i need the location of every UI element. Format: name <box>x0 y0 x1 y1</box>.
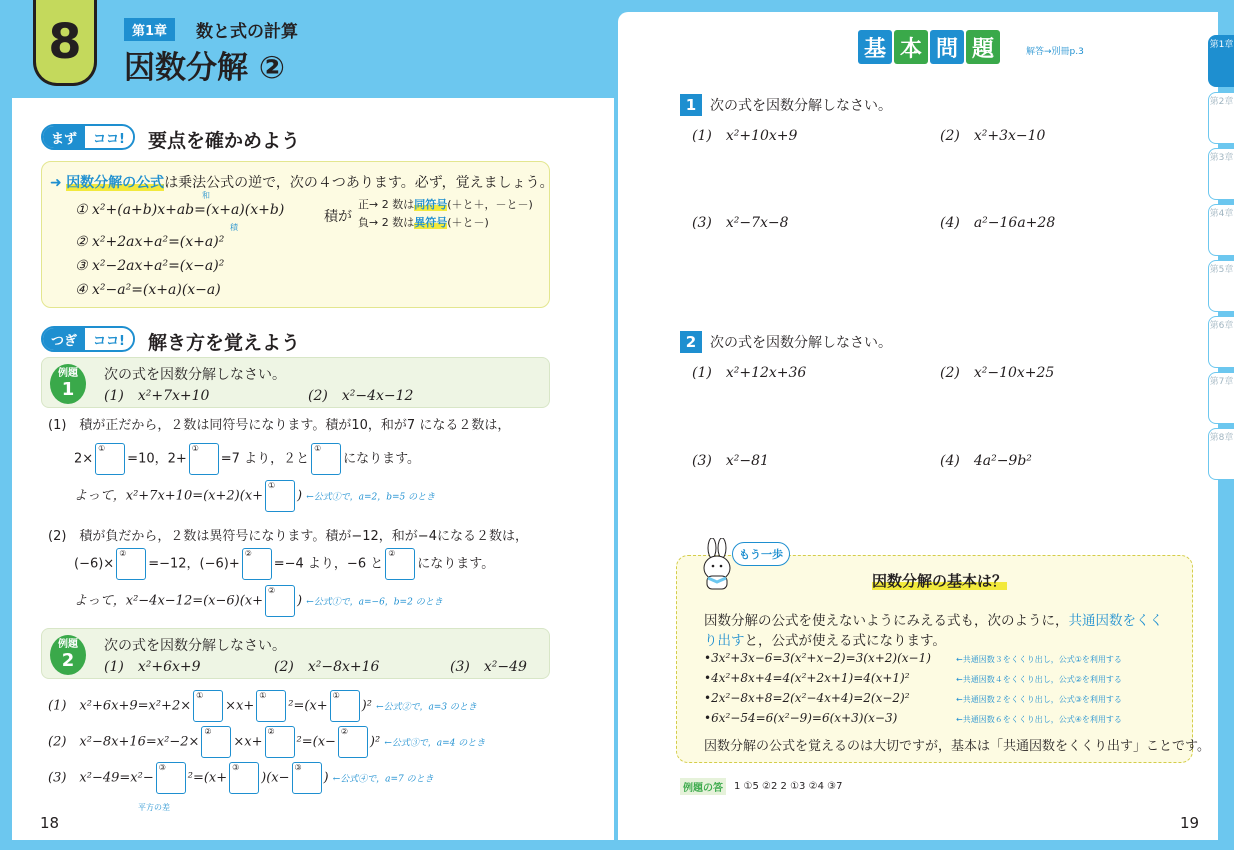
moo-ippo-p2: り出すと，公式が使える式になります。 <box>704 633 946 649</box>
q2-part3: (3) x²−81 <box>692 453 769 469</box>
moo-ippo-bubble: もう一歩 <box>732 542 790 566</box>
solution-2-line2: (−6)× ② =−12，(−6)+ ② =−4 より，−6 と ② になります。 <box>74 548 494 580</box>
answer-reference: 解答→別冊p.3 <box>1026 47 1084 57</box>
answer-box: ③ <box>229 762 259 794</box>
note-formula-1: ←公式①で，a=2，b=5 のとき <box>306 492 436 503</box>
q1-part2: (2) x²+3x−10 <box>940 128 1046 144</box>
answer-box: ② <box>385 548 415 580</box>
q1-part4: (4) a²−16a+28 <box>940 215 1056 231</box>
solution-3: (1) x²+6x+9=x²+2× ① ×x+ ① ²=(x+ ① )² ←公式②で，a=3 のとき <box>48 690 477 722</box>
answer-box: ② <box>265 726 295 758</box>
heading-how-to-solve: 解き方を覚えよう <box>148 332 301 354</box>
q1-part1: (1) x²+10x+9 <box>692 128 798 144</box>
tab-chapter-6[interactable]: 第6章 <box>1208 316 1234 368</box>
seki-ga: 積が <box>324 209 352 225</box>
tab-chapter-5[interactable]: 第5章 <box>1208 260 1234 312</box>
q2-part2: (2) x²−10x+25 <box>940 365 1055 381</box>
answer-box: ② <box>201 726 231 758</box>
sign-rule-negative: 負→ 2 数は異符号(＋と－) <box>358 216 489 229</box>
note-formula-2: ←公式②で，a=3 のとき <box>376 702 477 713</box>
chapter-title: 数と式の計算 <box>196 22 298 42</box>
answer-box: ③ <box>292 762 322 794</box>
example-note-4: ←共通因数６をくくり出し，公式④を利用する <box>956 715 1122 724</box>
arrow-icon: ➜ <box>50 175 62 191</box>
solution-1-line2: 2× ① =10，2+ ① =7 より，２と ① になります。 <box>74 443 420 475</box>
heading-key-points: 要点を確かめよう <box>148 130 301 152</box>
tab-chapter-7[interactable]: 第7章 <box>1208 372 1234 424</box>
page-number-left: 18 <box>40 814 60 832</box>
label-difference-of-squares: 平方の差 <box>138 803 170 812</box>
example-line-2: •4x²+8x+4=4(x²+2x+1)=4(x+1)² <box>704 671 910 685</box>
answer-box: ① <box>311 443 341 475</box>
chapter-tag: 第1章 <box>124 18 175 41</box>
formula-4: ④ x²−a²=(x+a)(x−a) <box>75 282 221 298</box>
example-note-2: ←共通因数４をくくり出し，公式②を利用する <box>956 675 1122 684</box>
solution-1-line1: (1) 積が正だから，２数は同符号になります。積が10，和が7 になる２数は， <box>48 418 511 433</box>
answer-box: ① <box>265 480 295 512</box>
moo-ippo-title: 因数分解の基本は？ <box>872 572 1008 590</box>
chapter-number-badge: 8 <box>33 0 97 86</box>
label-wa: 和 <box>202 191 210 200</box>
solution-4: (2) x²−8x+16=x²−2× ② ×x+ ② ²=(x− ② )² ←公式③で，a=4 のとき <box>48 726 485 758</box>
example-2-box <box>41 628 550 679</box>
note-formula-3: ←公式③で，a=4 のとき <box>384 738 486 749</box>
example-note-1: ←共通因数３をくくり出し，公式①を利用する <box>956 655 1122 664</box>
example-2-part2: (2) x²−8x+16 <box>274 659 380 675</box>
sign-rule-positive: 正→ 2 数は同符号(＋と＋，－と－) <box>358 198 533 211</box>
solution-1-line3: よって，x²+7x+10=(x+2)(x+ ① ) ←公式①で，a=2，b=5 のとき <box>74 480 435 512</box>
example-1-question: 次の式を因数分解しなさい。 <box>104 367 286 383</box>
formula-3: ③ x²−2ax+a²=(x−a)² <box>75 258 225 274</box>
formula-intro: ➜ 因数分解の公式は乗法公式の逆で，次の４つあります。必ず，覚えましょう。 <box>50 175 554 191</box>
tab-chapter-3[interactable]: 第3章 <box>1208 148 1234 200</box>
section-title: 因数分解 ② <box>124 50 286 86</box>
example-1-part1: (1) x²+7x+10 <box>104 388 210 404</box>
example-line-3: •2x²−8x+8=2(x²−4x+4)=2(x−2)² <box>704 691 910 705</box>
answer-box: ① <box>193 690 223 722</box>
moo-ippo-p1: 因数分解の公式を使えないようにみえる式も，次のように，共通因数をくく <box>704 613 1163 629</box>
formula-2: ② x²+2ax+a²=(x+a)² <box>75 234 225 250</box>
tab-chapter-2[interactable]: 第2章 <box>1208 92 1234 144</box>
example-2-badge: 例題 2 <box>50 635 86 675</box>
answer-box: ① <box>95 443 125 475</box>
example-answers: 例題の答 1 ①5 ②2 2 ①3 ②4 ③7 <box>680 778 842 795</box>
kihon-mondai-title: 基 本 問 題 <box>858 30 1002 64</box>
solution-5: (3) x²−49=x²− ③ ²=(x+ ③ )(x− ③ ) ←公式④で，a=7 のとき <box>48 762 434 794</box>
label-seki: 積 <box>230 223 238 232</box>
answer-box: ② <box>242 548 272 580</box>
solution-2-line1: (2) 積が負だから，２数は異符号になります。積が−12，和が−4になる２数は， <box>48 529 528 544</box>
question-1-header: 1 次の式を因数分解しなさい。 <box>680 94 892 116</box>
mazu-pill: まず ココ! <box>41 124 135 150</box>
example-2-part1: (1) x²+6x+9 <box>104 659 201 675</box>
answer-box: ② <box>265 585 295 617</box>
example-2-part3: (3) x²−49 <box>450 659 527 675</box>
note-formula-1b: ←公式①で，a=−6，b=2 のとき <box>306 597 443 608</box>
answer-box: ① <box>256 690 286 722</box>
answer-box: ② <box>338 726 368 758</box>
formula-box <box>41 161 554 308</box>
example-2-question: 次の式を因数分解しなさい。 <box>104 638 286 654</box>
example-line-4: •6x²−54=6(x²−9)=6(x+3)(x−3) <box>704 711 898 725</box>
tab-chapter-4[interactable]: 第4章 <box>1208 204 1234 256</box>
example-note-3: ←共通因数２をくくり出し，公式③を利用する <box>956 695 1122 704</box>
answer-box: ① <box>189 443 219 475</box>
answer-box: ③ <box>156 762 186 794</box>
tab-chapter-1[interactable]: 第1章 <box>1208 35 1234 87</box>
q1-part3: (3) x²−7x−8 <box>692 215 789 231</box>
rabbit-mascot-icon <box>698 538 738 590</box>
note-formula-4: ←公式④で，a=7 のとき <box>332 774 434 785</box>
moo-ippo-conclusion: 因数分解の公式を覚えるのは大切ですが，基本は「共通因数をくくり出す」ことです。 <box>704 739 1210 754</box>
tsugi-pill: つぎ ココ! <box>41 326 135 352</box>
example-line-1: •3x²+3x−6=3(x²+x−2)=3(x+2)(x−1) <box>704 651 931 665</box>
question-2-header: 2 次の式を因数分解しなさい。 <box>680 331 892 353</box>
page-number-right: 19 <box>1180 814 1200 832</box>
tab-chapter-8[interactable]: 第8章 <box>1208 428 1234 480</box>
q2-part1: (1) x²+12x+36 <box>692 365 807 381</box>
example-1-box <box>41 357 550 408</box>
example-1-part2: (2) x²−4x−12 <box>308 388 414 404</box>
formula-1: ① x²+(a+b)x+ab=(x+a)(x+b) <box>75 202 285 218</box>
answer-box: ① <box>330 690 360 722</box>
solution-2-line3: よって，x²−4x−12=(x−6)(x+ ② ) ←公式①で，a=−6，b=2 のとき <box>74 585 443 617</box>
q2-part4: (4) 4a²−9b² <box>940 453 1032 469</box>
example-1-badge: 例題 1 <box>50 364 86 404</box>
answer-box: ② <box>116 548 146 580</box>
